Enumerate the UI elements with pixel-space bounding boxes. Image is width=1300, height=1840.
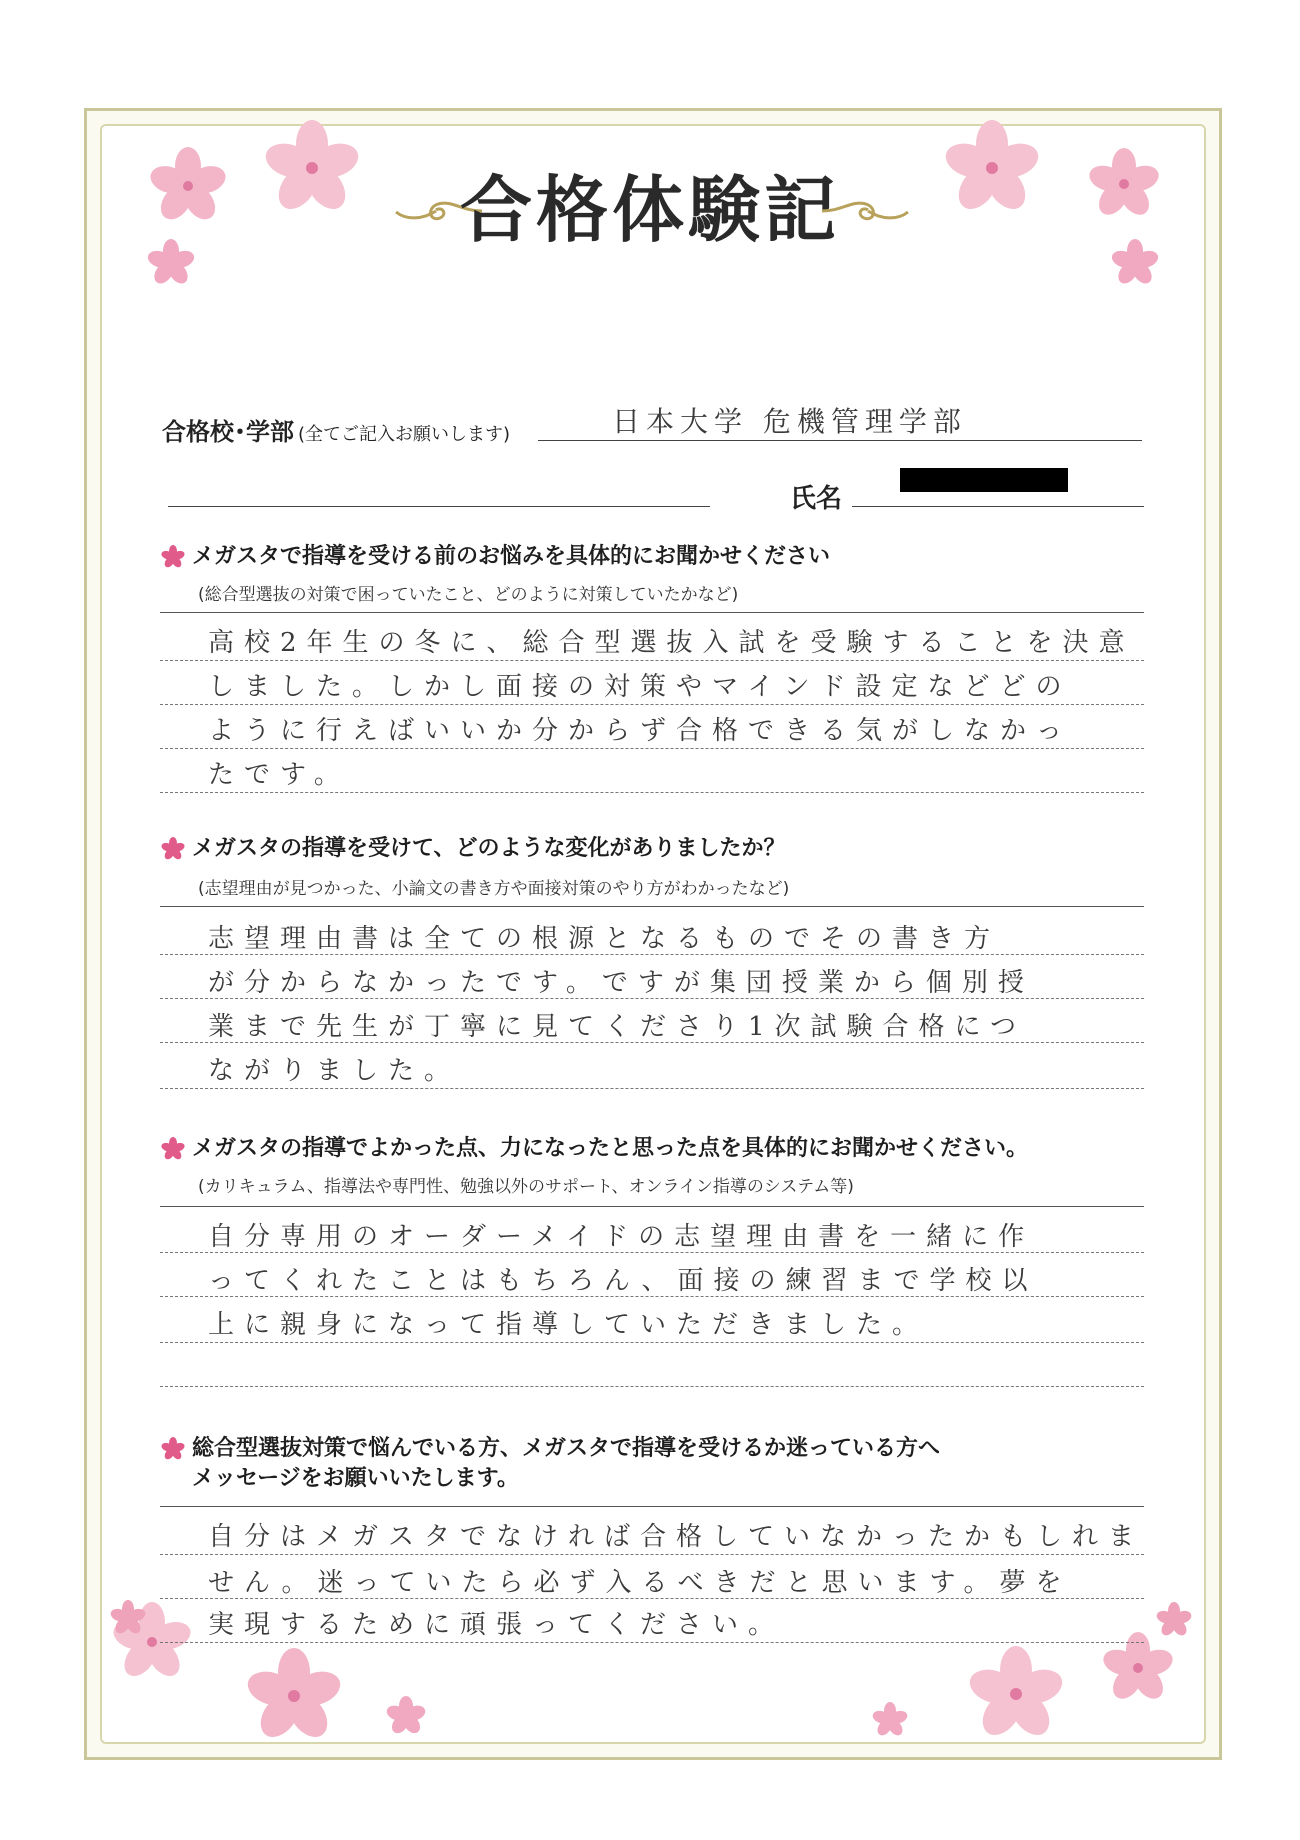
- answer-rule: [160, 792, 1144, 793]
- answer-rule: [160, 1206, 1144, 1207]
- cherry-blossom-bullet-icon: [160, 1436, 186, 1462]
- section-heading: メガスタの指導でよかった点、力になったと思った点を具体的にお聞かせください。: [192, 1136, 1029, 1161]
- name-underline: [852, 506, 1144, 507]
- answer-line: 上に親身になって指導していただきました。: [208, 1310, 929, 1340]
- answer-line: 実現するために頑張ってください。: [208, 1610, 785, 1640]
- cherry-blossom-icon: [148, 146, 228, 226]
- answer-line: 高校2年生の冬に、総合型選抜入試を受験することを決意: [208, 628, 1135, 658]
- name-label: 氏名: [790, 484, 843, 514]
- section-heading: メガスタの指導を受けて、どのような変化がありましたか？: [192, 836, 786, 861]
- answer-rule: [160, 660, 1144, 661]
- section-heading-continued: メッセージをお願いいたします。: [192, 1466, 519, 1491]
- name-redaction: [900, 468, 1068, 492]
- cherry-blossom-icon: [966, 1644, 1066, 1744]
- answer-rule: [160, 1296, 1144, 1297]
- cherry-blossom-icon: [1154, 1600, 1194, 1640]
- section-note: (志望理由が見つかった、小論文の書き方や面接対策のやり方がわかったなど): [198, 879, 790, 899]
- cherry-blossom-icon: [870, 1700, 910, 1740]
- cherry-blossom-icon: [384, 1694, 428, 1738]
- answer-line: ながりました。: [208, 1056, 461, 1086]
- school-label-note: (全てご記入お願いします): [298, 424, 511, 445]
- answer-line: せん。迷っていたら必ず入るべきだと思います。夢を: [208, 1568, 1072, 1598]
- answer-rule: [160, 748, 1144, 749]
- answer-rule: [160, 1642, 1144, 1643]
- cherry-blossom-icon: [262, 118, 362, 218]
- school-label-text: 合格校･学部: [162, 418, 294, 446]
- cherry-blossom-icon: [108, 1598, 148, 1638]
- school-underline: [538, 440, 1142, 441]
- answer-line: たです。: [208, 760, 350, 790]
- answer-line: ように行えばいいか分からず合格できる気がしなかっ: [208, 716, 1073, 746]
- answer-line: が分からなかったです。ですが集団授業から個別授: [208, 968, 1034, 998]
- answer-line: 業まで先生が丁寧に見てくださり1次試験合格につ: [208, 1012, 1027, 1042]
- answer-rule: [160, 1342, 1144, 1343]
- answer-rule: [160, 612, 1144, 613]
- answer-rule: [160, 998, 1144, 999]
- cherry-blossom-icon: [1110, 238, 1160, 288]
- blank-underline: [168, 506, 710, 507]
- answer-rule: [160, 1252, 1144, 1253]
- answer-rule: [160, 1386, 1144, 1387]
- answer-rule: [160, 1042, 1144, 1043]
- answer-line: ってくれたことはもちろん、面接の練習まで学校以: [208, 1266, 1038, 1296]
- section-note: (総合型選抜の対策で困っていたこと、どのように対策していたかなど): [198, 585, 739, 605]
- section-note: (カリキュラム、指導法や専門性、勉強以外のサポート、オンライン指導のシステム等): [198, 1177, 854, 1197]
- cherry-blossom-icon: [942, 118, 1042, 218]
- cherry-blossom-icon: [146, 238, 196, 288]
- school-value: 日本大学 危機管理学部: [612, 405, 967, 438]
- answer-line: しました。しかし面接の対策やマインド設定などどの: [208, 672, 1072, 702]
- cherry-blossom-bullet-icon: [160, 544, 186, 570]
- answer-rule: [160, 906, 1144, 907]
- answer-rule: [160, 1506, 1144, 1507]
- cherry-blossom-icon: [244, 1646, 344, 1746]
- answer-rule: [160, 1088, 1144, 1089]
- answer-line: 自分専用のオーダーメイドの志望理由書を一緒に作: [208, 1222, 1035, 1252]
- cherry-blossom-bullet-icon: [160, 836, 186, 862]
- section-heading: 総合型選抜対策で悩んでいる方、メガスタで指導を受けるか迷っている方へ: [192, 1436, 941, 1461]
- section-heading: メガスタで指導を受ける前のお悩みを具体的にお聞かせください: [192, 544, 831, 569]
- answer-rule: [160, 954, 1144, 955]
- school-label: [162, 412, 510, 447]
- page-title: 合格体験記: [459, 167, 840, 252]
- answer-line: 志望理由書は全ての根源となるものでその書き方: [208, 924, 1001, 954]
- right-ornament-icon: [818, 196, 912, 226]
- answer-rule: [160, 1598, 1144, 1599]
- answer-line: 自分はメガスタでなければ合格していなかったかもしれま: [208, 1522, 1145, 1552]
- answer-rule: [160, 704, 1144, 705]
- answer-rule: [160, 1554, 1144, 1555]
- cherry-blossom-bullet-icon: [160, 1136, 186, 1162]
- cherry-blossom-icon: [1086, 146, 1162, 222]
